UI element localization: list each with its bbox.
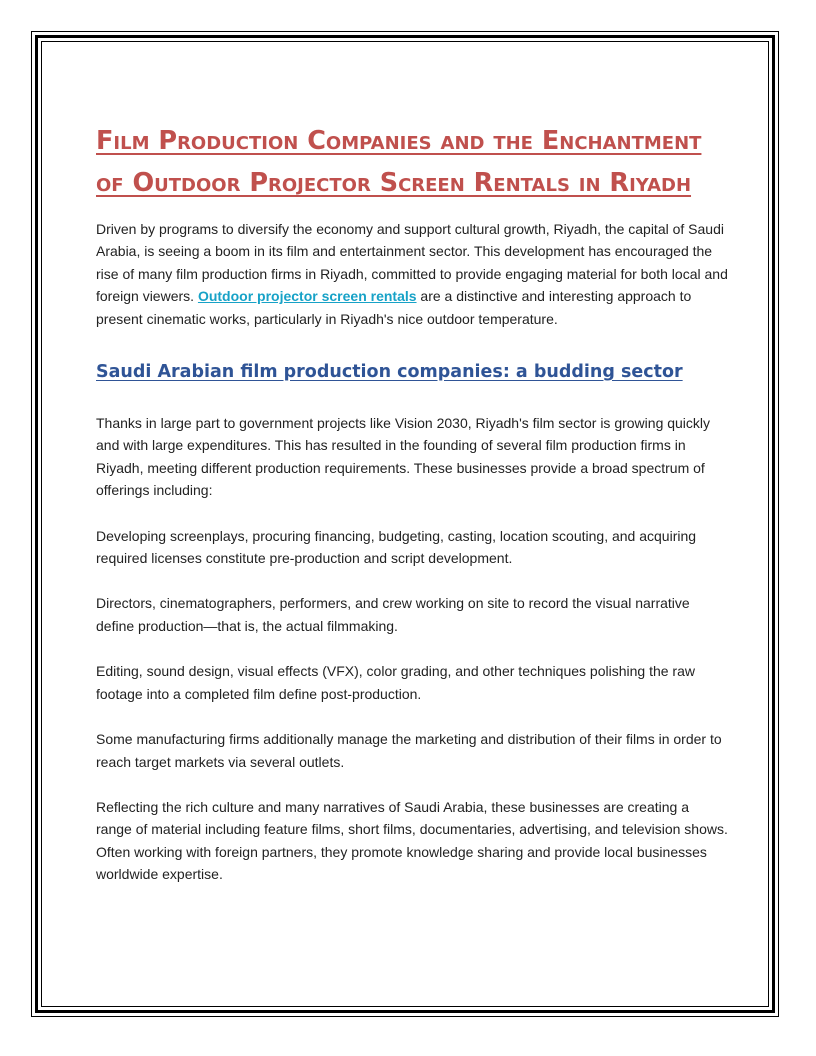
document-title: Film Production Companies and the Enchantment of Outdoor Projector Screen Rentals in Riyadh [96, 126, 702, 198]
outdoor-projector-rentals-link[interactable]: Outdoor projector screen rentals [197, 288, 417, 305]
body-paragraph: Some manufacturing firms additionally manage the marketing and distribution of their films in order to reach target markets via several outlets. [96, 731, 722, 770]
document-body [96, 120, 728, 886]
body-paragraph: Reflecting the rich culture and many narratives of Saudi Arabia, these businesses are creating a range of material including feature films, short films, documentaries, advertising, and television shows. Often working with foreign partners, they promote knowledge sharing and provide local businesses worldwide expertise. [96, 798, 728, 883]
section-heading: Saudi Arabian film production companies: a budding sector [96, 362, 683, 383]
intro-text-before-link: Driven by programs to diversify the economy and support cultural growth, Riyadh, the capital of Saudi Arabia, is seeing a boom in its film and entertainment sector. This development has encouraged the rise of many film production firms in Riyadh, committed to provide engaging material for both local and foreign viewers. [96, 221, 728, 305]
body-paragraph: Thanks in large part to government projects like Vision 2030, Riyadh's film sector is growing quickly and with large expenditures. This has resulted in the founding of several film production firms in Riyadh, meeting different production requirements. These businesses provide a broad spectrum of offerings including: [96, 415, 711, 499]
intro-text-after-link: are a distinctive and interesting approach to present cinematic works, particularly in Riyadh's nice outdoor temperature. [96, 288, 692, 327]
body-paragraph: Directors, cinematographers, performers, and crew working on site to record the visual narrative define production—that is, the actual filmmaking. [96, 595, 690, 634]
body-paragraph: Editing, sound design, visual effects (VFX), color grading, and other techniques polishing the raw footage into a completed film define post-production. [96, 663, 695, 702]
body-paragraph: Developing screenplays, procuring financing, budgeting, casting, location scouting, and acquiring required licenses constitute pre-production and script development. [96, 527, 697, 567]
intro-paragraph [96, 218, 728, 330]
